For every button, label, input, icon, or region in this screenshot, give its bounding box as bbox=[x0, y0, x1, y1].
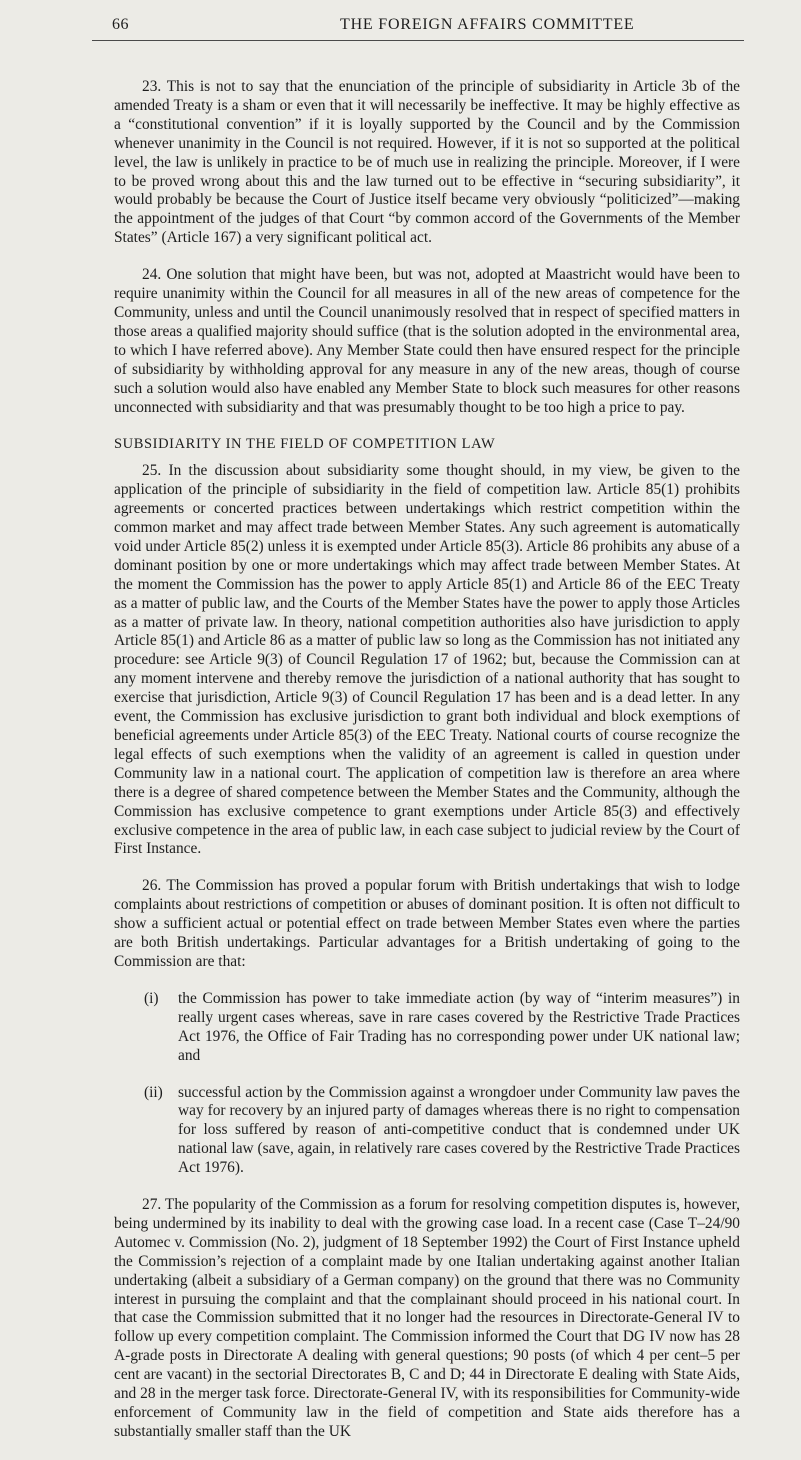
section-heading: SUBSIDIARITY IN THE FIELD OF COMPETITION LAW bbox=[114, 436, 496, 453]
body-text bbox=[114, 78, 740, 1460]
list-text: successful action by the Commission against a wrongdoer under Community law paves the way for recovery by an injured party of damages whereas there is no right to compensation for loss suffered by reason of anti-competitive conduct that is condemned under UK national law (save, again, in relatively rare cases covered by the Restrictive Trade Practices Act 1976). bbox=[178, 1083, 740, 1177]
list-item-i bbox=[144, 990, 740, 1066]
paragraph-24: 24. One solution that might have been, but was not, adopted at Maastricht would have been to require unanimity within the Council for all measures in all of the new areas of competence for the Community, unless and until the Council unanimously resolved that in respect of specified matters in those areas a qualified majority should suffice (that is the solution adopted in the environmental area, to which I have referred above). Any Member State could then have ensured respect for the principle of subsidiarity by withholding approval for any measure in any of the new areas, though of course such a solution would also have enabled any Member State to block such measures for other reasons unconnected with subsidiarity and that was presumably thought to be too high a price to pay. bbox=[114, 266, 740, 416]
list-marker: (i) bbox=[144, 989, 159, 1007]
header-rule bbox=[92, 40, 744, 41]
list-text: the Commission has power to take immediate action (by way of “interim measures”) in really urgent cases whereas, save in rare cases covered by the Restrictive Trade Practices Act 1976, the Office of Fair Trading has no corresponding power under UK national law; and bbox=[178, 989, 740, 1064]
list-item-ii bbox=[144, 1084, 740, 1179]
paragraph-25: 25. In the discussion about subsidiarity some thought should, in my view, be given to the application of the principle of subsidiarity in the field of competition law. Article 85(1) prohibits agreements or concerted practices between undertakings which restrict competition within the common market and may affect trade between Member States. Any such agreement is automatically void under Article 85(2) unless it is exempted under Article 85(3). Article 86 prohibits any abuse of a dominant position by one or more undertakings which may affect trade between Member States. At the moment the Commission has the power to apply Article 85(1) and Article 86 of the EEC Treaty as a matter of public law, and the Courts of the Member States have the power to apply those Articles as a matter of private law. In theory, national competition authorities also have jurisdiction to apply Article 85(1) and Article 86 as a matter of public law so long as the Commission has not initiated any procedure: see Article 9(3) of Council Regulation 17 of 1962; but, because the Commission can at any moment intervene and thereby remove the jurisdiction of a national authority that has sought to exercise that jurisdiction, Article 9(3) of Council Regulation 17 has been and is a dead letter. In any event, the Commission has exclusive jurisdiction to grant both individual and block exemptions of beneficial agreements under Article 85(3) of the EEC Treaty. National courts of course recognize the legal effects of such exemptions when the validity of an agreement is called in question under Community law in a national court. The application of competition law is therefore an area where there is a degree of shared competence between the Member States and the Community, although the Commission has exclusive competence to grant exemptions under Article 85(3) and effectively exclusive competence in the area of public law, in each case subject to judicial review by the Court of First Instance. bbox=[114, 462, 740, 858]
list-marker: (ii) bbox=[144, 1083, 163, 1101]
paragraph-23: 23. This is not to say that the enunciation of the principle of subsidiarity in Article 3b of the amended Treaty is a sham or even that it will necessarily be ineffective. It may be highly effective as a “constitutional convention” if it is loyally supported by the Council and by the Commission whenever unanimity in the Council is not required. However, if it is not so supported at the political level, the law is unlikely in practice to be of much use in realizing the principle. Moreover, if I were to be proved wrong about this and the law turned out to be effective in “securing subsidiarity”, it would probably be because the Court of Justice itself became very obviously “politicized”—making the appointment of the judges of that Court “by common accord of the Governments of the Member States” (Article 167) a very significant political act. bbox=[114, 78, 740, 247]
paragraph-27: 27. The popularity of the Commission as a forum for resolving competition disputes is, however, being undermined by its inability to deal with the growing case load. In a recent case (Case T–24/90 Automec v. Commission (No. 2), judgment of 18 September 1992) the Court of First Instance upheld the Commission’s rejection of a complaint made by one Italian undertaking against another Italian undertaking (albeit a subsidiary of a German company) on the ground that there was no Community interest in pursuing the complaint and that the complainant should proceed in his national court. In that case the Commission submitted that it no longer had the resources in Directorate-General IV to follow up every competition complaint. The Commission informed the Court that DG IV now has 28 A-grade posts in Directorate A dealing with general questions; 90 posts (of which 4 per cent–5 per cent are vacant) in the sectorial Directorates B, C and D; 44 in Directorate E dealing with State Aids, and 28 in the merger task force. Directorate-General IV, with its responsibilities for Community-wide enforcement of Community law in the field of competition and State aids therefore has a substantially smaller staff than the UK bbox=[114, 1196, 740, 1440]
running-title: THE FOREIGN AFFAIRS COMMITTEE bbox=[340, 16, 635, 33]
page-header bbox=[112, 16, 752, 36]
paragraph-26: 26. The Commission has proved a popular forum with British undertakings that wish to lodge complaints about restrictions of competition or abuses of dominant position. It is often not difficult to show a sufficient actual or potential effect on trade between Member States even where the parties are both British undertakings. Particular advantages for a British undertaking of going to the Commission are that: bbox=[114, 877, 740, 970]
page-number: 66 bbox=[112, 16, 129, 33]
